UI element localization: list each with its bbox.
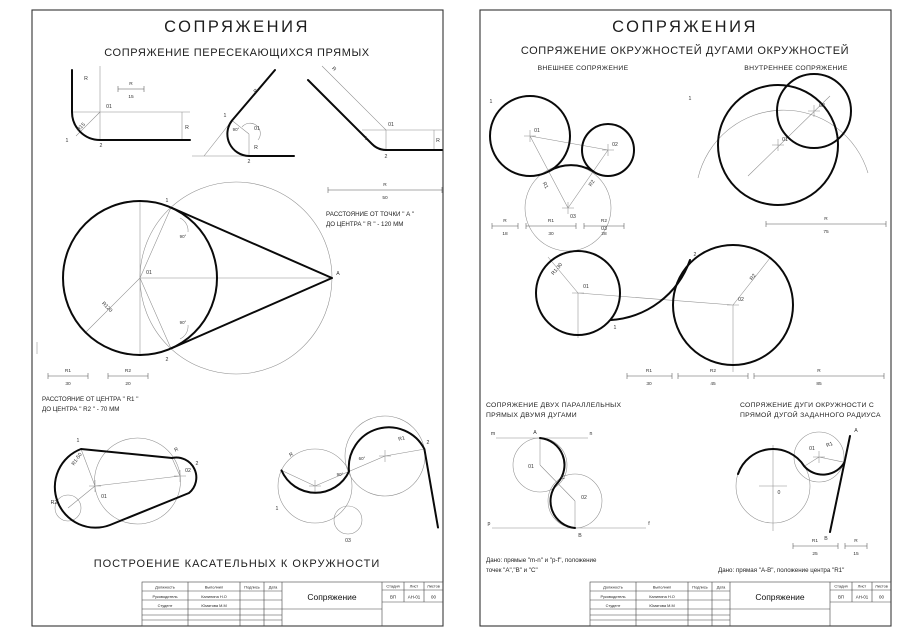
dim-r1-label: R1	[645, 369, 653, 374]
dim-r2-label: R2	[124, 369, 132, 374]
label-center-02: 02	[738, 297, 744, 303]
dim-r1-value: 30	[646, 382, 652, 387]
label-point-a: А	[854, 428, 858, 434]
page-title: СОПРЯЖЕНИЯ	[164, 18, 310, 36]
tb-sheets-h: Листов	[427, 583, 440, 589]
dim-r-value: 18	[502, 232, 508, 237]
label-radius-r1: R1	[397, 435, 406, 443]
note-line-1: РАССТОЯНИЕ ОТ ТОЧКИ " А "	[326, 211, 415, 218]
dim-r2-label: R2	[709, 369, 717, 374]
tb-col-date: Дата	[716, 584, 726, 590]
label-radius-r1: R1	[825, 441, 834, 450]
tb-col-role: Должность	[155, 584, 175, 590]
dim-r-value: 15	[128, 95, 134, 100]
label-r-right: R	[254, 145, 258, 151]
label-center-03: 03	[570, 214, 576, 220]
dim-r-label: R	[817, 369, 821, 374]
caption-line-2: ПРЯМЫХ ДВУМЯ ДУГАМИ	[486, 412, 577, 419]
dim-r2-value: 20	[125, 382, 131, 387]
tb-sheet-h: Лист	[857, 583, 867, 589]
label-center-01: 01	[782, 137, 788, 143]
label-radius-r1: R1-30	[550, 262, 565, 277]
given-note: Дано: прямая "А-В", положение центра "R1"	[718, 567, 845, 574]
sheet-right-frame	[480, 10, 891, 626]
label-r-offset: R	[84, 76, 88, 82]
label-angle-90: 90°	[232, 127, 240, 132]
label-r: R	[173, 446, 180, 454]
tb-sheet-v: АН-01	[855, 594, 869, 600]
tb-col-sign: Подпись	[692, 584, 708, 590]
tb-col-sign: Подпись	[244, 584, 260, 590]
caption-line-1: СОПРЯЖЕНИЕ ДВУХ ПАРАЛЛЕЛЬНЫХ	[486, 402, 622, 409]
label-radius-r1: R1	[540, 181, 550, 190]
tb-stage-h: Стадия	[834, 583, 848, 589]
label-center-0: 0	[777, 490, 781, 496]
note-line-2: ДО ЦЕНТРА " R2 " - 70 ММ	[42, 406, 120, 413]
section-external: ВНЕШНЕЕ СОПРЯЖЕНИЕ	[537, 65, 629, 72]
tb-sheets-h: Листов	[875, 583, 888, 589]
label-line-p: p	[487, 521, 491, 527]
label-point-a: А	[533, 430, 537, 436]
label-radius-r: R	[288, 451, 295, 459]
label-center-01: 01	[809, 446, 815, 452]
tb-doc-title: Сопряжение	[755, 592, 805, 602]
label-point-2: 2	[165, 357, 169, 363]
label-center-03: 03	[345, 538, 351, 544]
label-center-01: 01	[388, 122, 394, 128]
dim-r-value: 50	[382, 196, 388, 201]
label-point-1: 1	[688, 96, 692, 102]
section-internal: ВНУТРЕННЕЕ СОПРЯЖЕНИЕ	[744, 65, 848, 72]
label-point-1: 1	[613, 325, 617, 331]
label-angle-top: 90°	[179, 234, 187, 239]
label-line-f: f	[648, 521, 650, 527]
tb-stage-h: Стадия	[386, 583, 400, 589]
tb-stage-v: ВП	[837, 594, 845, 600]
dim-r2-value: 45	[710, 382, 716, 387]
given-note-2: точек "А","В" и "С"	[486, 567, 538, 574]
label-center-01: 01	[583, 284, 589, 290]
dim-r-label: R	[383, 183, 387, 188]
label-angle-60: 60°	[358, 456, 366, 461]
sheet-left-frame	[32, 10, 443, 626]
label-point-b: В	[824, 536, 828, 542]
tb-name-2: Юматова М.М	[201, 603, 227, 608]
label-line-m: m	[490, 431, 496, 437]
tb-role-1: Руководитель	[152, 594, 178, 599]
dim-r1-label: R1	[547, 219, 555, 224]
label-radius: R	[252, 87, 260, 95]
tb-col-done: Выполнил	[652, 584, 672, 590]
tb-sheets-v: 00	[879, 594, 884, 600]
dim-r1-value: 30	[65, 382, 71, 387]
footer-heading: ПОСТРОЕНИЕ КАСАТЕЛЬНЫХ К ОКРУЖНОСТИ	[93, 558, 381, 570]
tb-stage-v: ВП	[389, 594, 397, 600]
label-point-1: 1	[165, 198, 169, 204]
label-point-2: 2	[195, 461, 199, 467]
caption-line-1: СОПРЯЖЕНИЕ ДУГИ ОКРУЖНОСТИ С	[740, 402, 875, 409]
dim-r-value: 75	[823, 230, 829, 235]
dim-r-label: R	[854, 539, 858, 544]
tb-col-role: Должность	[603, 584, 623, 590]
label-point-1: 1	[275, 506, 279, 512]
tb-role-2: Студент	[605, 603, 621, 608]
dim-r-label: R	[503, 219, 507, 224]
tb-role-1: Руководитель	[600, 594, 626, 599]
sheet-left	[30, 8, 445, 628]
caption-line-2: ПРЯМОЙ ДУГОЙ ЗАДАННОГО РАДИУСА	[740, 412, 881, 419]
tb-name-1: Калинина Н.О	[201, 594, 227, 599]
label-point-2: 2	[99, 143, 103, 149]
label-center-02: 02	[581, 495, 587, 501]
label-point-c: С	[561, 475, 565, 481]
label-point-2: 2	[384, 154, 388, 160]
dim-r-label: R	[129, 82, 133, 87]
label-center-02: 02	[612, 142, 618, 148]
dim-r-value: 85	[816, 382, 822, 387]
label-center-01: 01	[101, 494, 107, 500]
label-center-01: 01	[534, 128, 540, 134]
label-center-01: 01	[106, 104, 112, 110]
page-subtitle: СОПРЯЖЕНИЕ ПЕРЕСЕКАЮЩИХСЯ ПРЯМЫХ	[104, 47, 370, 59]
tb-name-1: Калинина Н.О	[649, 594, 675, 599]
label-radius-r2: R2	[748, 272, 758, 282]
label-radius-r1: R1-50	[70, 451, 84, 467]
label-angle-bottom: 90°	[179, 320, 187, 325]
label-line-n: n	[589, 431, 593, 437]
tb-sheet-v: АН-01	[407, 594, 421, 600]
dim-r1-label: R1	[811, 539, 819, 544]
label-radius-r2: R2	[587, 179, 597, 188]
label-point-1: 1	[489, 99, 493, 105]
label-point-1: 1	[364, 136, 368, 142]
label-point-2: 2	[247, 159, 251, 165]
label-radius-r120: R120	[100, 300, 114, 314]
label-r-right: R	[185, 125, 189, 131]
tb-sheet-h: Лист	[409, 583, 419, 589]
tb-col-date: Дата	[268, 584, 278, 590]
label-center-01: 01	[254, 126, 260, 132]
label-center-02: 02	[185, 468, 191, 474]
tb-role-2: Студент	[157, 603, 173, 608]
tb-doc-title: Сопряжение	[307, 592, 357, 602]
dim-r2-label: R2	[600, 219, 608, 224]
label-r2: R2	[50, 500, 58, 506]
dim-r-label: R	[824, 217, 828, 222]
note-line-2: ДО ЦЕНТРА " R " - 120 ММ	[326, 221, 404, 228]
given-note-1: Дано: прямые "m-n" и "p-f", положение	[486, 557, 597, 564]
page-subtitle: СОПРЯЖЕНИЕ ОКРУЖНОСТЕЙ ДУГАМИ ОКРУЖНОСТЕЙ	[520, 45, 850, 57]
dim-r1-label: R1	[64, 369, 72, 374]
tb-col-done: Выполнил	[204, 584, 224, 590]
dim-r1-value: 30	[548, 232, 554, 237]
dim-r1-value: 25	[812, 552, 818, 557]
label-point-b: В	[578, 533, 582, 539]
page-title: СОПРЯЖЕНИЯ	[612, 18, 758, 36]
label-center-01: 01	[528, 464, 534, 470]
label-center-01: 01	[146, 270, 152, 276]
label-angle-90: 90°	[336, 472, 344, 477]
label-radius-r15: R15	[75, 121, 87, 133]
label-point-a: A	[336, 271, 340, 277]
sheet-right	[478, 8, 893, 628]
dim-r2-value: 28	[601, 232, 607, 237]
label-center-03: 03	[601, 226, 607, 232]
label-point-1: 1	[65, 138, 69, 144]
label-point-1: 1	[223, 113, 227, 119]
label-point-1: 1	[76, 438, 80, 444]
label-center-02: 02	[819, 103, 825, 109]
label-point-2: 2	[693, 252, 697, 258]
label-point-2: 2	[426, 440, 430, 446]
label-r-right: R	[436, 138, 440, 144]
note-line-1: РАССТОЯНИЕ ОТ ЦЕНТРА " R1 "	[42, 396, 139, 403]
tb-name-2: Юматова М.М	[649, 603, 675, 608]
dim-r-value: 15	[853, 552, 859, 557]
label-radius: R	[330, 65, 338, 73]
tb-sheets-v: 00	[431, 594, 436, 600]
